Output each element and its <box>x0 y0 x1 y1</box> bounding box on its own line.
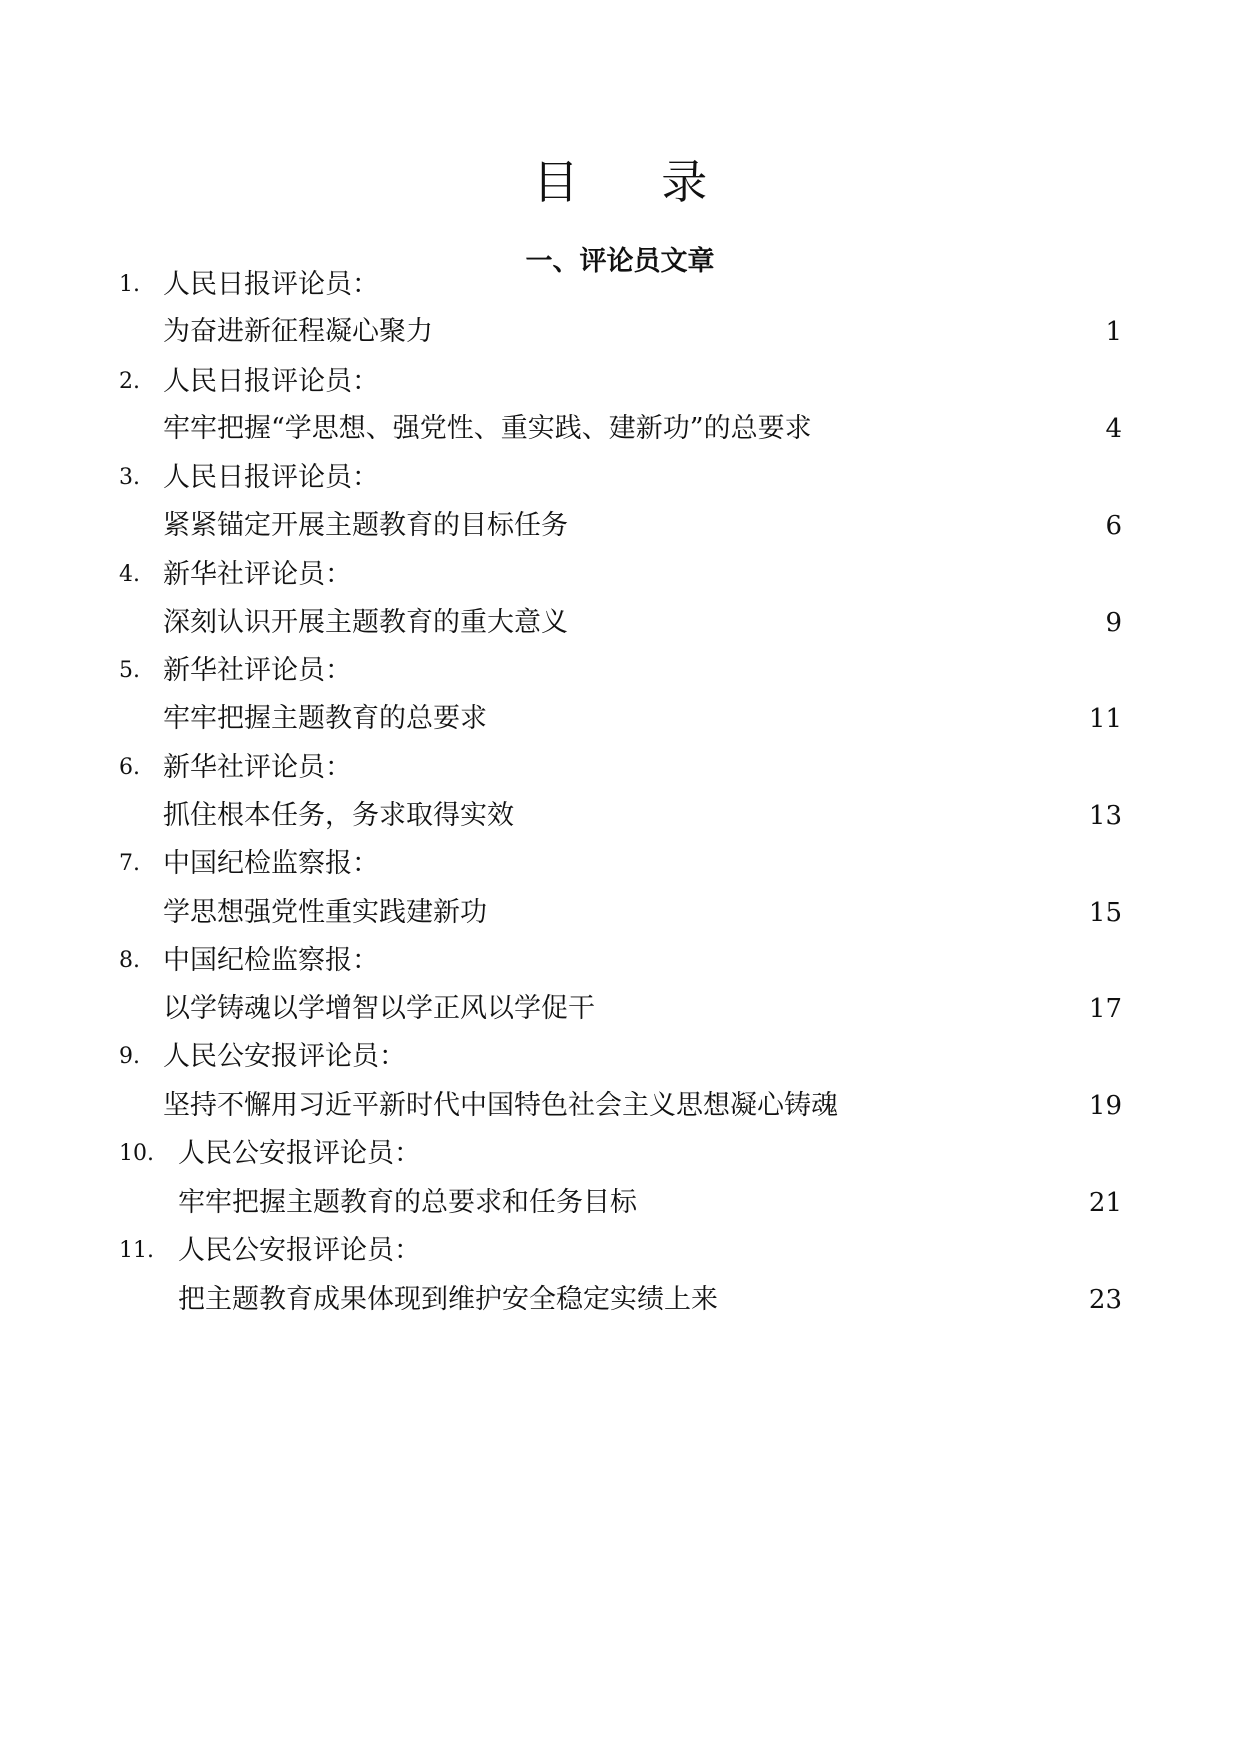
toc-entry-number: 1. <box>119 272 140 297</box>
toc-entry-title-line <box>0 699 1240 739</box>
toc-entry-title-line <box>0 989 1240 1029</box>
toc-entry-source-line <box>0 265 1240 305</box>
toc-entry-source: 新华社评论员： <box>163 752 352 783</box>
toc-entry-source: 新华社评论员： <box>163 559 352 590</box>
toc-entry-title-line <box>0 312 1240 352</box>
toc-entry-number: 5. <box>119 658 140 683</box>
toc-entry-source-line <box>0 748 1240 788</box>
toc-entry-source-line <box>0 1037 1240 1077</box>
toc-entry-number: 8. <box>119 948 140 973</box>
toc-entry-source-line <box>0 1231 1240 1271</box>
toc-entry-page: 13 <box>1088 801 1122 831</box>
toc-entry-title[interactable]: 牢牢把握主题教育的总要求和任务目标 <box>178 1187 637 1218</box>
toc-entry-page: 19 <box>1088 1091 1122 1121</box>
toc-entry-title[interactable]: 为奋进新征程凝心聚力 <box>163 316 433 347</box>
toc-entry-number: 2. <box>119 369 140 394</box>
toc-entry-title-line <box>0 1086 1240 1126</box>
toc-entry-title[interactable]: 把主题教育成果体现到维护安全稳定实绩上来 <box>178 1284 718 1315</box>
toc-entry-page: 9 <box>1105 608 1122 638</box>
toc-entry-source-line <box>0 941 1240 981</box>
toc-entry-source: 人民日报评论员： <box>163 269 379 300</box>
toc-entry-title-line <box>0 603 1240 643</box>
toc-entry-number: 11. <box>119 1238 154 1263</box>
toc-entry-source: 人民公安报评论员： <box>178 1235 421 1266</box>
toc-entry-title-line <box>0 796 1240 836</box>
toc-entry-title[interactable]: 深刻认识开展主题教育的重大意义 <box>163 607 568 638</box>
toc-entry-page: 6 <box>1105 511 1122 541</box>
toc-entry-page: 21 <box>1088 1188 1122 1218</box>
toc-entry-title-line <box>0 893 1240 933</box>
toc-entry-source: 新华社评论员： <box>163 655 352 686</box>
toc-entry-source: 中国纪检监察报： <box>163 945 379 976</box>
toc-entry-source: 人民日报评论员： <box>163 366 379 397</box>
toc-entry-page: 4 <box>1105 414 1122 444</box>
toc-entry-page: 23 <box>1088 1285 1122 1315</box>
toc-entry-source-line <box>0 555 1240 595</box>
toc-entry-source: 中国纪检监察报： <box>163 848 379 879</box>
toc-entry-source: 人民公安报评论员： <box>163 1041 406 1072</box>
toc-entry-title[interactable]: 抓住根本任务，务求取得实效 <box>163 800 514 831</box>
section-heading: 一、评论员文章 <box>525 246 715 277</box>
toc-entry-source-line <box>0 362 1240 402</box>
toc-entry-source-line <box>0 458 1240 498</box>
toc-entry-source: 人民公安报评论员： <box>178 1138 421 1169</box>
toc-entry-number: 7. <box>119 851 140 876</box>
toc-entry-title[interactable]: 紧紧锚定开展主题教育的目标任务 <box>163 510 568 541</box>
toc-entry-title-line <box>0 506 1240 546</box>
toc-entry-page: 17 <box>1088 994 1122 1024</box>
toc-entry-source-line <box>0 1134 1240 1174</box>
toc-entry-source-line <box>0 651 1240 691</box>
toc-entry-title[interactable]: 牢牢把握主题教育的总要求 <box>163 703 487 734</box>
toc-entry-source: 人民日报评论员： <box>163 462 379 493</box>
toc-entry-title[interactable]: 牢牢把握“学思想、强党性、重实践、建新功”的总要求 <box>163 413 812 444</box>
toc-entry-title[interactable]: 学思想强党性重实践建新功 <box>163 897 487 928</box>
toc-entry-page: 1 <box>1105 317 1122 347</box>
toc-entry-number: 10. <box>119 1141 154 1166</box>
toc-entry-number: 4. <box>119 562 140 587</box>
toc-entry-title-line <box>0 1280 1240 1320</box>
toc-entry-number: 3. <box>119 465 140 490</box>
toc-title: 目 录 <box>532 155 742 209</box>
toc-entry-title[interactable]: 坚持不懈用习近平新时代中国特色社会主义思想凝心铸魂 <box>163 1090 838 1121</box>
toc-entry-source-line <box>0 844 1240 884</box>
toc-entry-page: 15 <box>1088 898 1122 928</box>
toc-entry-page: 11 <box>1088 704 1122 734</box>
toc-entry-number: 9. <box>119 1044 140 1069</box>
toc-entry-title-line <box>0 409 1240 449</box>
toc-entry-title[interactable]: 以学铸魂以学增智以学正风以学促干 <box>163 993 595 1024</box>
toc-entry-title-line <box>0 1183 1240 1223</box>
toc-entry-number: 6. <box>119 755 140 780</box>
